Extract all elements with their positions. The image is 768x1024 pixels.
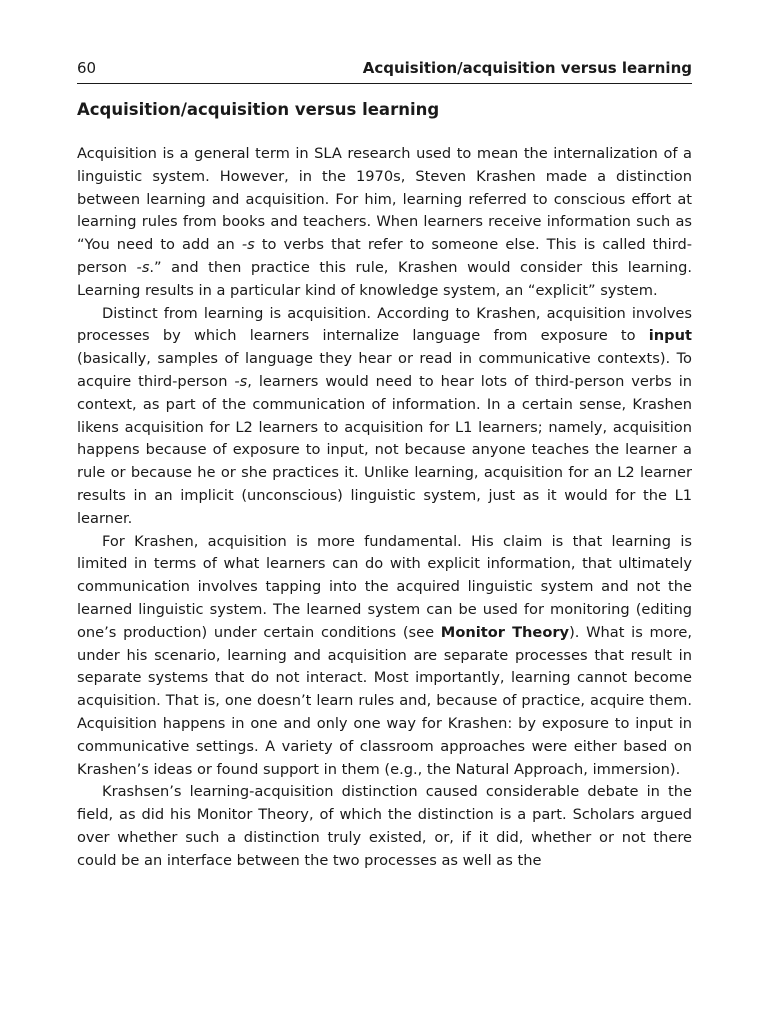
paragraph-3	[77, 531, 692, 782]
p1-text-a: Acquisition is a general term in SLA research used to mean the internalization of a linguistic system. However, in the 1970s, Steven Krashen made a distinction between learning and acquisition. For him, learning referred to conscious effort at learning rules from books and teachers. When learners receive information such as “You need to add an	[77, 145, 692, 254]
body-text	[77, 143, 692, 873]
entry-title: Acquisition/acquisition versus learning	[77, 100, 440, 119]
p3-text-b: ). What is more, under his scenario, learning and acquisition are separate processes that result in separate systems that do not interact. Most importantly, learning cannot become acquisition. That is, one doesn’t learn rules and, because of practice, acquire them. Acquisition happens in one and only one way for Krashen: by exposure to input in communicative settings. A variety of classroom approaches were either based on Krashen’s ideas or found support in them (e.g., the Natural Approach, immersion).	[77, 623, 692, 778]
p3-term-monitor-theory: Monitor Theory	[440, 623, 570, 641]
paragraph-4	[77, 781, 692, 872]
p2-text-a: Distinct from learning is acquisition. According to Krashen, acquisition involves processes by which learners internalize language from exposure to	[77, 304, 692, 345]
paragraph-2	[77, 303, 692, 531]
p1-suffix-s-2: -s	[136, 258, 150, 276]
p3-text-a: For Krashen, acquisition is more fundamental. His claim is that learning is limited in terms of what learners can do with explicit information, that ultimately communication involves tapping into the acquired linguistic system and not the learned linguistic system. The learned system can be used for monitoring (editing one’s production) under certain conditions (see	[77, 532, 692, 641]
running-head	[77, 57, 692, 84]
p2-text-b: (basically, samples of language they hear or read in communicative contexts). To acquire third-person	[77, 350, 692, 390]
running-head-title: Acquisition/acquisition versus learning	[362, 59, 692, 77]
p1-text-c: .” and then practice this rule, Krashen would consider this learning. Learning results in a particular kind of knowledge system, an “explicit” system.	[77, 258, 692, 299]
page-number: 60	[77, 59, 97, 77]
p2-suffix-s: -s	[234, 372, 248, 390]
p1-text-b: to verbs that refer to someone else. This is called third-person	[77, 236, 692, 276]
p2-term-input: input	[648, 327, 692, 345]
p1-suffix-s-1: -s	[241, 236, 255, 254]
p2-text-c: , learners would need to hear lots of third-person verbs in context, as part of the communication of information. In a certain sense, Krashen likens acquisition for L2 learners to acquisition for L1 learners; namely, acquisition happens because of exposure to input, not because anyone teaches the learner a rule or because he or she practices it. Unlike learning, acquisition for an L2 learner results in an implicit (unconscious) linguistic system, just as it would for the L1 learner.	[77, 372, 692, 527]
paragraph-1	[77, 143, 692, 303]
p4-text-a: Krashsen’s learning-acquisition distinction caused considerable debate in the field, as did his Monitor Theory, of which the distinction is a part. Scholars argued over whether such a distinction truly existed, or, if it did, whether or not there could be an interface between the two processes as well as the	[77, 783, 692, 869]
